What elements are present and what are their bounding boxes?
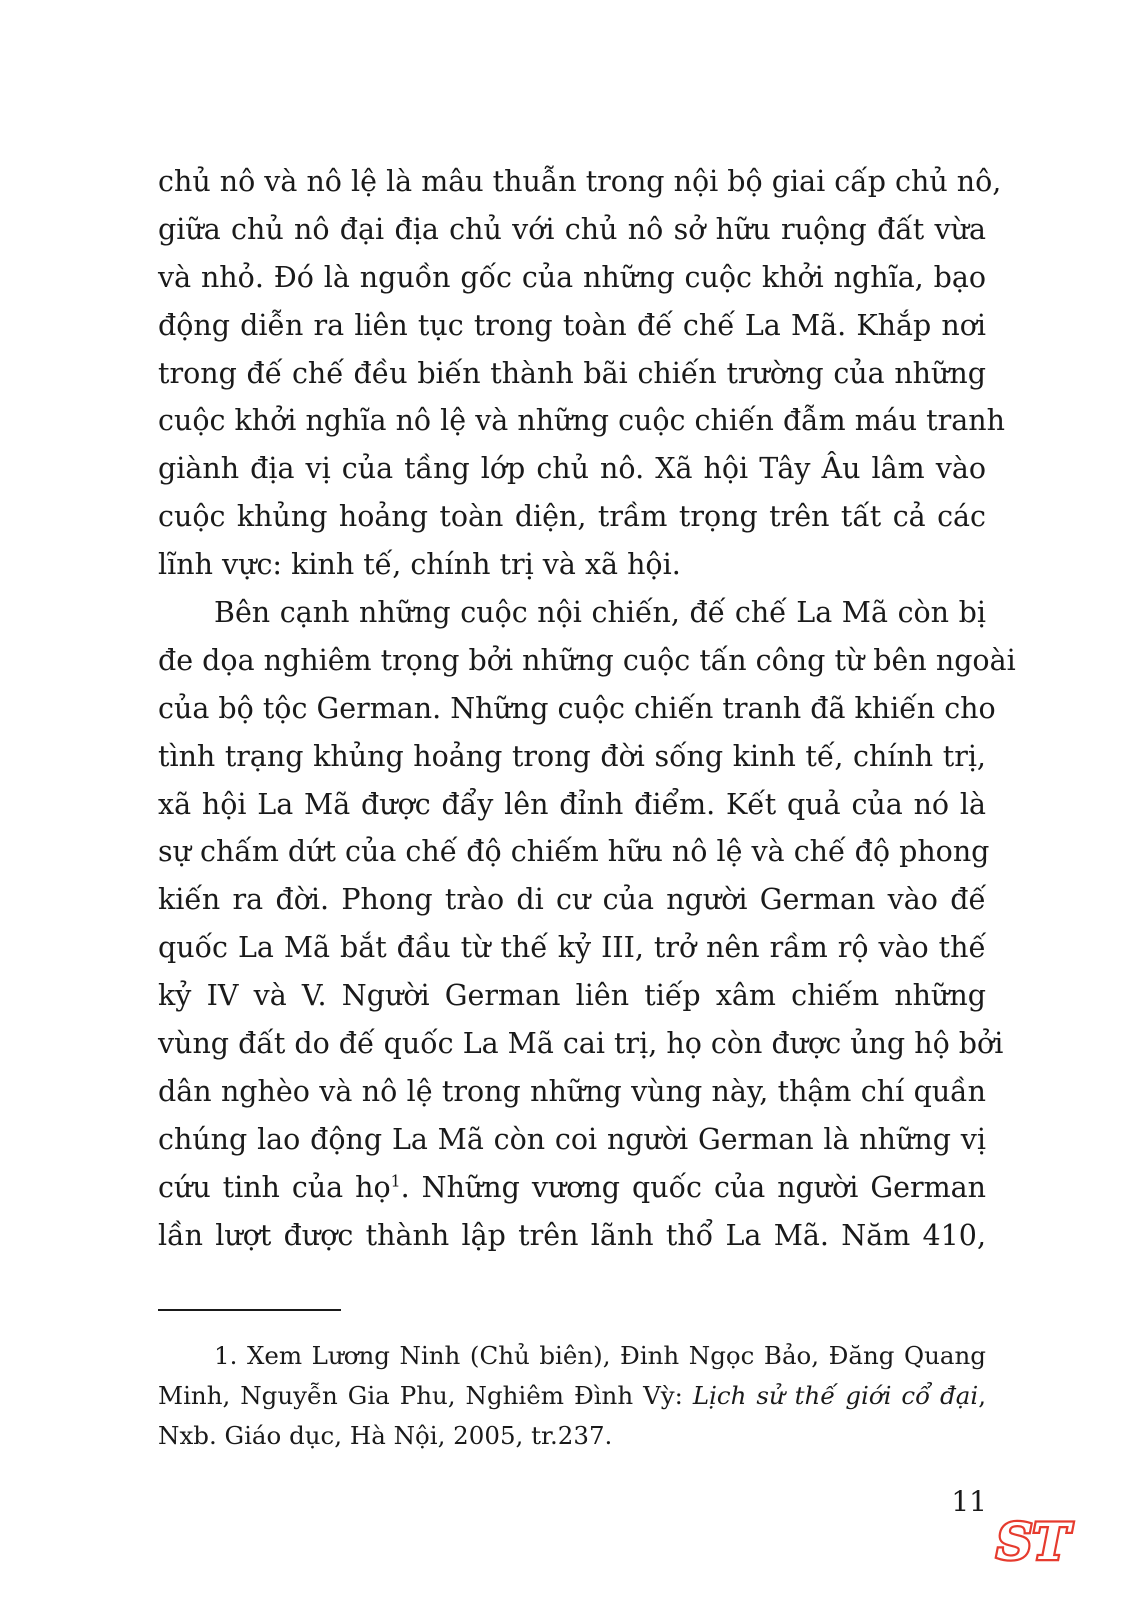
body-line: sự chấm dứt của chế độ chiếm hữu nô lệ và chế độ phong [158,835,990,869]
footnote-marker[interactable]: 1 [390,1171,401,1191]
body-line: kỷ IV và V. Người German liên tiếp xâm chiếm những [158,979,986,1013]
body-line: dân nghèo và nô lệ trong những vùng này, thậm chí quần [158,1074,986,1108]
body-line: Bên cạnh những cuộc nội chiến, đế chế La Mã còn bị [214,596,986,630]
publisher-logo-icon [996,1512,1070,1571]
body-line: cuộc khởi nghĩa nô lệ và những cuộc chiến đẫm máu tranh [158,404,1005,438]
body-line: chủ nô và nô lệ là mâu thuẫn trong nội bộ giai cấp chủ nô, [158,165,1002,198]
body-line: trong đế chế đều biến thành bãi chiến trường của những [158,356,986,390]
footnote-line [158,1376,986,1416]
footnote-authors: Minh, Nguyễn Gia Phu, Nghiêm Đình Vỳ: [158,1381,693,1410]
body-line: và nhỏ. Đó là nguồn gốc của những cuộc khởi nghĩa, bạo [158,260,986,294]
body-line: đe dọa nghiêm trọng bởi những cuộc tấn công từ bên ngoài [158,643,1016,677]
footnote-line: 1. Xem Lương Ninh (Chủ biên), Đinh Ngọc Bảo, Đăng Quang [214,1341,986,1370]
body-line: vùng đất do đế quốc La Mã cai trị, họ còn được ủng hộ bởi [158,1027,1004,1061]
body-line-with-footnote: cứu tinh của họ$^1$. Những vương quốc của người German [158,1170,987,1204]
logo-lettering: ST [996,1512,1070,1571]
body-line: giành địa vị của tầng lớp chủ nô. Xã hội Tây Âu lâm vào [158,452,986,486]
body-line: tình trạng khủng hoảng trong đời sống kinh tế, chính trị, [158,739,986,773]
body-line: kiến ra đời. Phong trào di cư của người German vào đế [158,883,986,917]
body-line: của bộ tộc German. Những cuộc chiến tranh đã khiến cho [158,691,996,725]
footnote-punct: , [978,1381,986,1410]
footnote [158,1336,986,1456]
body-line: quốc La Mã bắt đầu từ thế kỷ III, trở nên rầm rộ vào thế [158,931,986,965]
body-line: lần lượt được thành lập trên lãnh thổ La Mã. Năm 410, [158,1218,986,1252]
body-line: giữa chủ nô đại địa chủ với chủ nô sở hữu ruộng đất vừa [158,212,986,246]
body-line: động diễn ra liên tục trong toàn đế chế La Mã. Khắp nơi [158,308,986,342]
body-line: cuộc khủng hoảng toàn diện, trầm trọng trên tất cả các [158,500,986,534]
footnote-book-title: Lịch sử thế giới cổ đại [692,1381,979,1410]
body-line: xã hội La Mã được đẩy lên đỉnh điểm. Kết quả của nó là [158,787,986,821]
page-number: 11 [951,1485,987,1518]
body-text [158,158,1016,1259]
body-line: lĩnh vực: kinh tế, chính trị và xã hội. [158,548,681,582]
body-line: chúng lao động La Mã còn coi người German là những vị [158,1122,986,1156]
body-line-start: cứu tinh của họ [158,1170,391,1204]
body-line-end: Những vương quốc của người German [421,1170,987,1204]
footnote-line: Nxb. Giáo dục, Hà Nội, 2005, tr.237. [158,1421,613,1450]
footnote-divider [158,1309,341,1311]
